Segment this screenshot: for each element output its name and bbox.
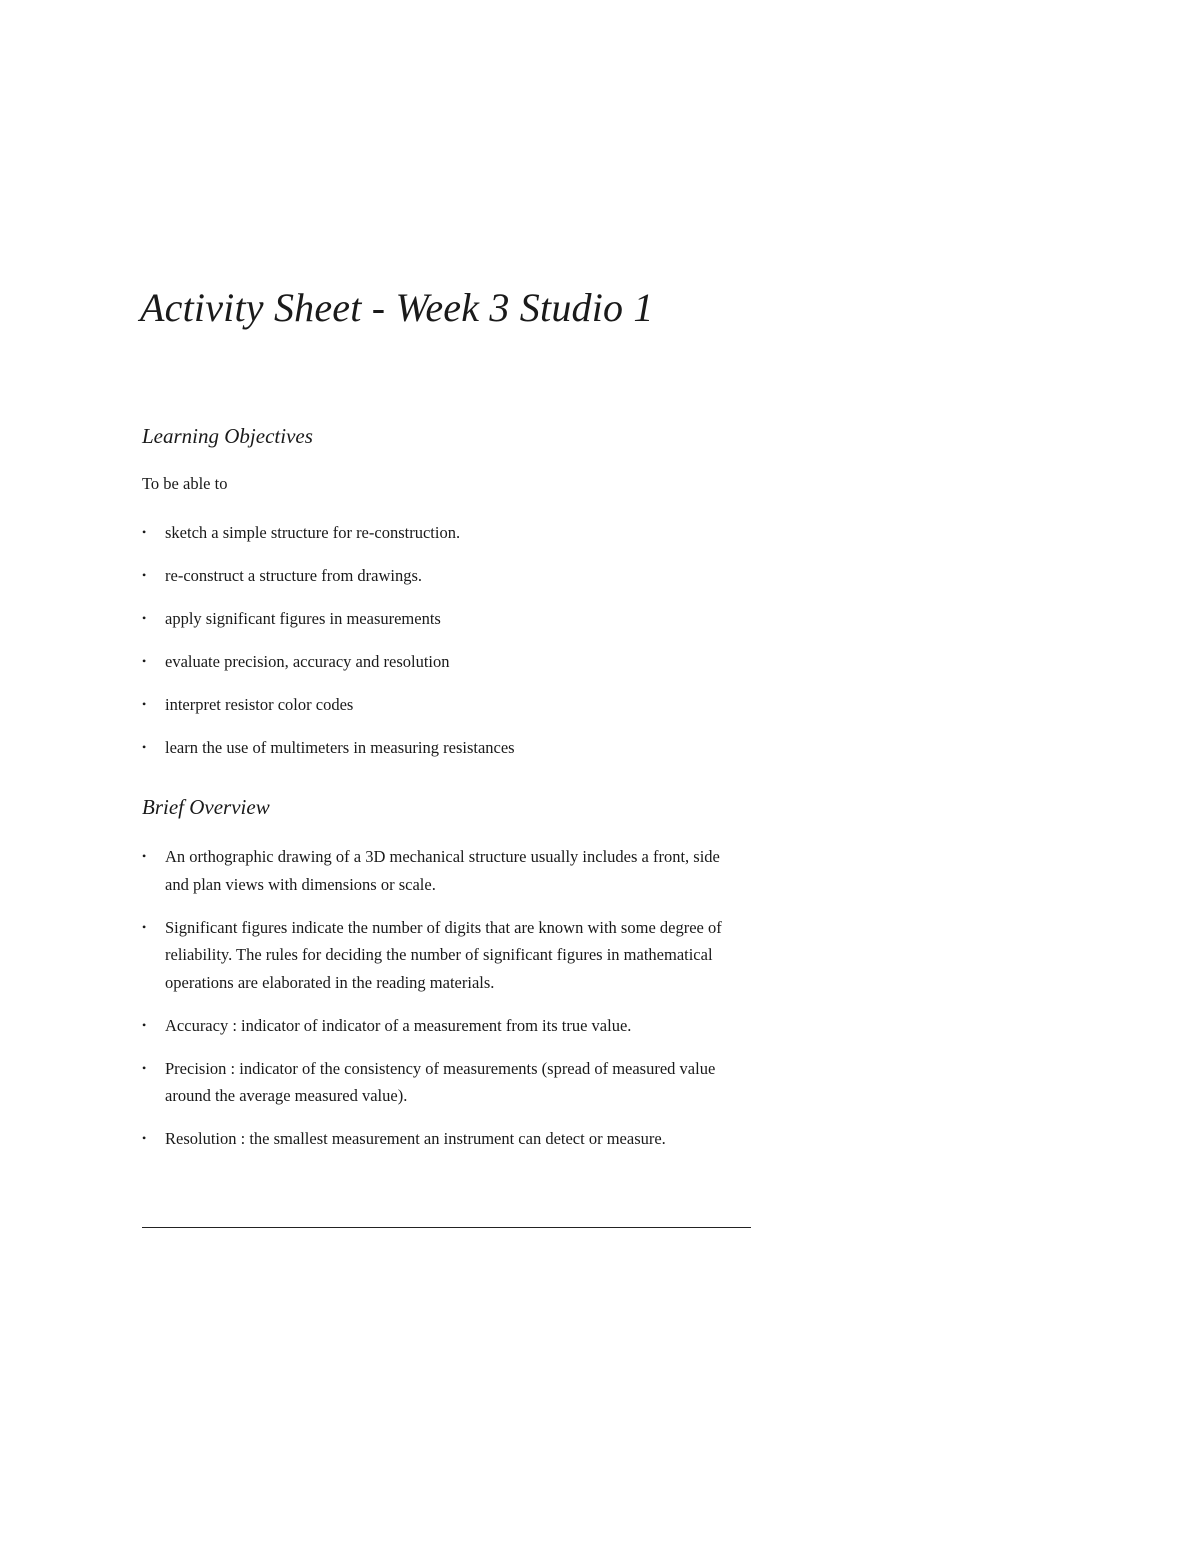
list-item-text: interpret resistor color codes <box>165 695 354 714</box>
list-item <box>142 605 752 633</box>
list-item-text: Accuracy : indicator of indicator of a measurement from its true value. <box>165 1015 632 1035</box>
bullet-icon: • <box>142 919 147 934</box>
document-title: Activity Sheet - Week 3 Studio 1 <box>140 285 654 330</box>
list-item-text: re-construct a structure from drawings. <box>165 566 423 585</box>
learning-objectives-list <box>142 519 752 777</box>
list-item-text: apply significant figures in measurements <box>165 609 441 628</box>
bullet-icon: • <box>142 654 147 668</box>
list-item-text: Significant figures indicate the number of digits that are known with some degree of reliability. The rules for deciding the number of significant figures in mathematical operations are elaborated in the reading materials. <box>165 917 722 992</box>
list-item <box>142 562 752 590</box>
list-item-text: evaluate precision, accuracy and resolution <box>165 652 450 671</box>
list-item <box>142 1012 747 1040</box>
bullet-icon: • <box>142 697 147 711</box>
list-item <box>142 1125 747 1153</box>
footnote-divider <box>142 1227 751 1228</box>
learning-objectives-heading: Learning Objectives <box>142 424 313 448</box>
list-item <box>142 691 752 719</box>
bullet-icon: • <box>142 740 147 754</box>
brief-overview-list <box>142 843 747 1168</box>
bullet-icon: • <box>142 525 147 539</box>
list-item-text: An orthographic drawing of a 3D mechanical structure usually includes a front, side and plan views with dimensions or scale. <box>165 847 720 894</box>
list-item <box>142 648 752 676</box>
bullet-icon: • <box>142 1060 147 1075</box>
list-item-text: Precision : indicator of the consistency of measurements (spread of measured value around the average measured value). <box>165 1058 716 1105</box>
list-item-text: Resolution : the smallest measurement an instrument can detect or measure. <box>165 1129 666 1148</box>
list-item-text: sketch a simple structure for re-construction. <box>165 523 461 542</box>
bullet-icon: • <box>142 849 147 863</box>
list-item <box>142 1055 747 1110</box>
list-item <box>142 519 752 547</box>
list-item <box>142 843 747 898</box>
list-item <box>142 734 752 762</box>
bullet-icon: • <box>142 1017 147 1032</box>
list-item-text: learn the use of multimeters in measuring resistances <box>165 738 515 757</box>
list-item <box>142 914 747 997</box>
bullet-icon: • <box>142 611 147 625</box>
brief-overview-heading: Brief Overview <box>142 795 270 819</box>
bullet-icon: • <box>142 1131 147 1145</box>
bullet-icon: • <box>142 568 147 582</box>
objectives-intro: To be able to <box>142 474 228 493</box>
